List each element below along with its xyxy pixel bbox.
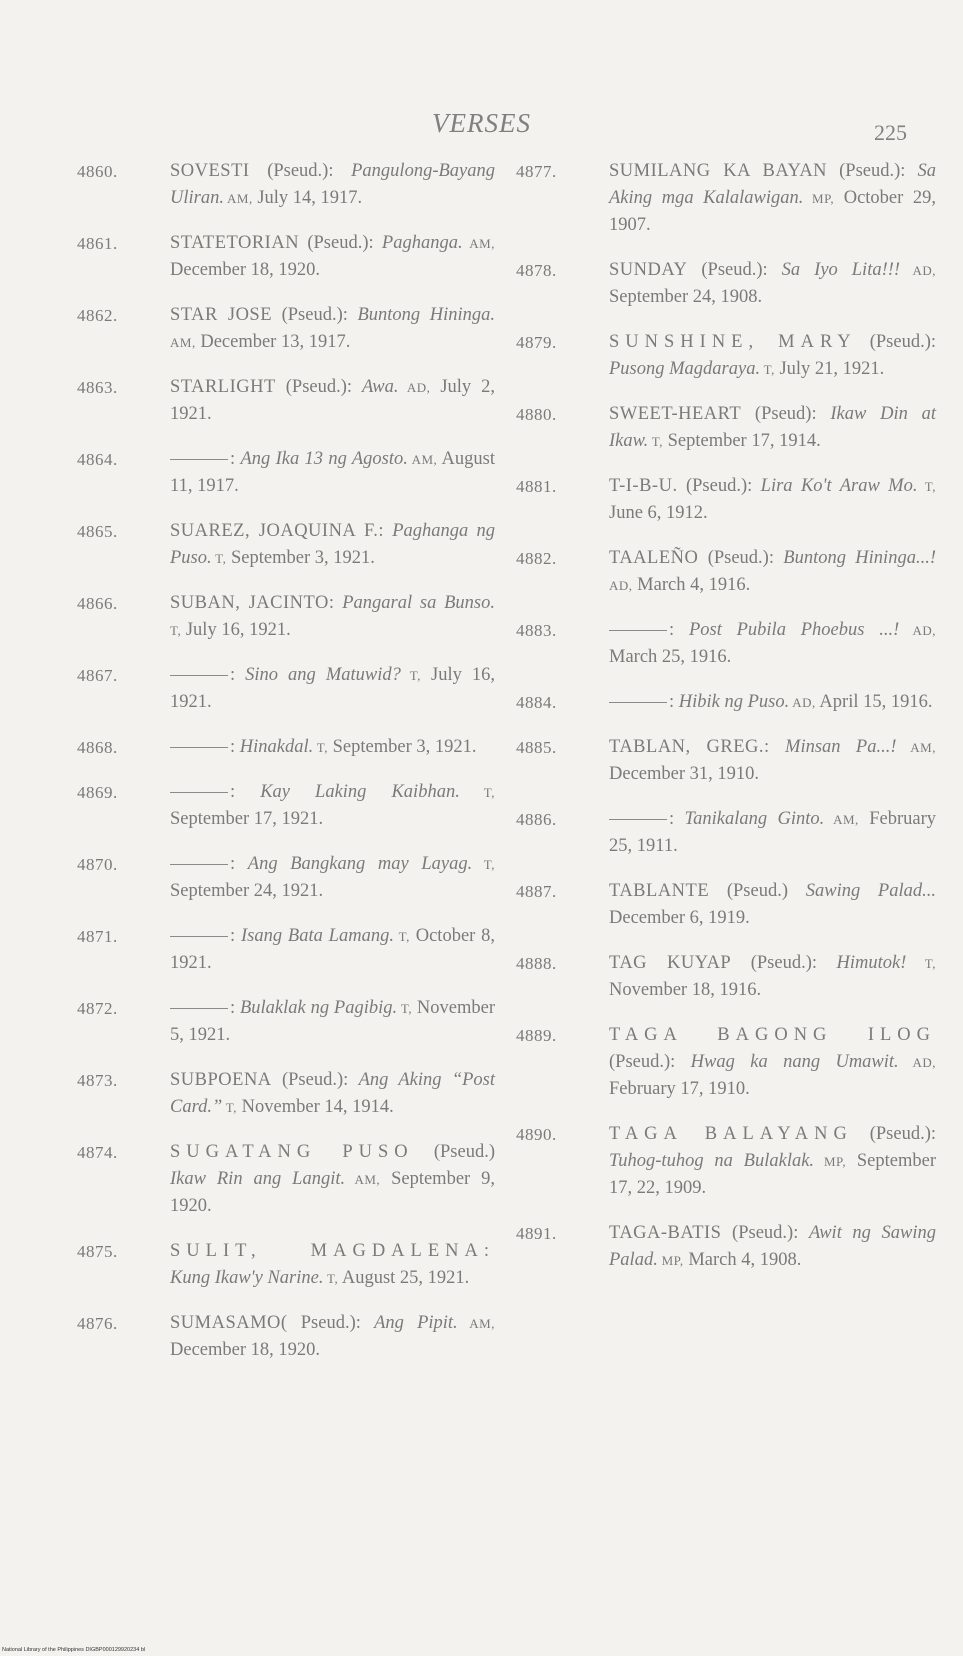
entry-title: Pangulong-Bayang Uliran. [170, 161, 495, 208]
entry-title: Hwag ka nang Umawit. [690, 1052, 899, 1072]
entry-date: December 6, 1919. [609, 908, 750, 928]
entry-number: 4890. [516, 1125, 557, 1144]
entry-pseud: : [230, 998, 240, 1018]
ditto-dash [609, 819, 667, 820]
ditto-dash [170, 747, 228, 748]
entry-publication: AD, [609, 578, 633, 593]
entry-publication: AD, [900, 263, 936, 278]
ditto-dash [609, 630, 667, 631]
entry-author: SUMASAMO( [170, 1313, 288, 1333]
bibliography-entry [516, 878, 936, 932]
bibliography-entry [516, 329, 936, 383]
entry-title: Sawing Palad... [805, 881, 936, 901]
entry-title: Pangaral sa Bunso. [342, 593, 495, 613]
entry-title: Sa Iyo Lita!!! [781, 260, 901, 280]
entry-title: Kung Ikaw'y Narine. [170, 1268, 324, 1288]
entry-title: Hinakdal. [239, 737, 314, 757]
entry-number: 4860. [77, 162, 118, 181]
entry-title: Ang Bangkang may Layag. [247, 854, 473, 874]
bibliography-entry [77, 923, 495, 977]
entry-title: Kay Laking Kaibhan. [260, 782, 460, 802]
entry-date: November 5, 1921. [170, 998, 495, 1045]
entry-date: August 25, 1921. [338, 1268, 470, 1288]
ditto-dash [170, 864, 228, 865]
entry-date: June 6, 1912. [609, 503, 708, 523]
entry-date: December 13, 1917. [195, 332, 351, 352]
entry-title: Paghanga ng Puso. [170, 521, 495, 568]
entry-date: October 8, 1921. [170, 926, 496, 973]
ditto-dash [170, 936, 228, 937]
entry-publication: AD, [789, 695, 816, 710]
entry-title: Pusong Magdaraya. [609, 359, 761, 379]
entry-author: SUNSHINE, MARY [609, 332, 857, 352]
bibliography-entry [77, 995, 495, 1049]
bibliography-entry [77, 230, 495, 284]
ditto-dash [170, 675, 228, 676]
entry-date: December 18, 1920. [170, 260, 321, 280]
entry-date: February 25, 1911. [609, 809, 936, 856]
entry-title: Lira Ko't Araw Mo. [760, 476, 918, 496]
entry-date: July 14, 1917. [252, 188, 363, 208]
entry-publication: AD, [398, 380, 431, 395]
entry-publication: T, [459, 785, 495, 800]
entry-pseud: (Pseud.) [413, 1142, 495, 1162]
entry-publication: AM, [824, 812, 859, 827]
entry-publication: AD, [899, 623, 937, 638]
entry-author: SOVESTI [170, 161, 250, 181]
entry-publication: T, [393, 929, 410, 944]
entry-publication: T, [170, 623, 182, 638]
entry-pseud: (Pseud.): [272, 305, 358, 325]
entry-number: 4879. [516, 333, 557, 352]
entry-author: SUBPOENA [170, 1070, 272, 1090]
entry-publication: T, [648, 434, 663, 449]
entry-title: Ikaw Din at Ikaw. [609, 404, 936, 451]
entry-date: March 4, 1916. [632, 575, 751, 595]
entry-pseud: : [669, 620, 689, 640]
entry-author: TAGA BAGONG ILOG [609, 1025, 936, 1045]
entry-date: November 18, 1916. [609, 980, 762, 1000]
entry-pseud: : [230, 782, 261, 802]
entry-publication: T, [313, 740, 328, 755]
entry-date: October 29, 1907. [609, 188, 936, 235]
bibliography-entry [516, 806, 936, 860]
entry-number: 4872. [77, 999, 118, 1018]
entry-number: 4874. [77, 1143, 118, 1162]
entry-publication: AM, [462, 236, 495, 251]
entry-pseud: : [669, 809, 685, 829]
entry-number: 4891. [516, 1224, 557, 1243]
bibliography-entry [516, 1022, 936, 1103]
entry-date: July 21, 1921. [774, 359, 885, 379]
entry-author: SWEET-HEART [609, 404, 742, 424]
entry-number: 4865. [77, 522, 118, 541]
entry-title: Awit ng Sawing Palad. [609, 1223, 936, 1270]
entry-publication: T, [400, 668, 421, 683]
entry-pseud: (Pseud.): [731, 953, 837, 973]
entry-pseud: (Pseud.): [609, 1052, 691, 1072]
entry-date: September 3, 1921. [328, 737, 477, 757]
entry-date: September 24, 1908. [609, 287, 763, 307]
ditto-dash [170, 459, 228, 460]
entry-title: Ang Pipit. [374, 1313, 458, 1333]
entry-publication: T, [211, 551, 227, 566]
entry-title: Minsan Pa...! [785, 737, 897, 757]
entry-number: 4877. [516, 162, 557, 181]
entry-author: STAR JOSE [170, 305, 273, 325]
entry-number: 4871. [77, 927, 118, 946]
entry-number: 4862. [77, 306, 118, 325]
entry-title: Tuhog-tuhog na Bulaklak. [609, 1151, 815, 1171]
entry-date: December 31, 1910. [609, 764, 760, 784]
bibliography-entry [77, 590, 495, 644]
entry-pseud: : [230, 854, 248, 874]
entry-author: TABLAN, GREG.: [609, 737, 770, 757]
entry-number: 4885. [516, 738, 557, 757]
entry-pseud: : [230, 449, 241, 469]
bibliography-entry [77, 1067, 495, 1121]
entry-date: February 17, 1910. [609, 1079, 750, 1099]
entry-author: STATETORIAN [170, 233, 300, 253]
bibliography-entry [516, 1121, 936, 1202]
bibliography-entry [516, 401, 936, 455]
entry-pseud: : [669, 692, 679, 712]
entry-publication: AM, [223, 191, 253, 206]
entry-pseud: (Pseud.): [856, 332, 936, 352]
entry-date: August 11, 1917. [170, 449, 496, 496]
bibliography-entry [516, 1220, 936, 1274]
entry-title: Himutok! [836, 953, 907, 973]
bibliography-entry [516, 950, 936, 1004]
entry-number: 4866. [77, 594, 118, 613]
entry-pseud: (Pseud.): [687, 260, 782, 280]
entry-title: Ang Aking “Post Card.” [170, 1070, 495, 1117]
bibliography-entry [77, 518, 495, 572]
entry-pseud [770, 737, 785, 757]
bibliography-entry [77, 1310, 495, 1364]
entry-pseud: (Pseud.): [249, 161, 352, 181]
entry-author: TAALEÑO [609, 548, 699, 568]
entry-publication: AM, [896, 740, 936, 755]
entry-title: Tanikalang Ginto. [684, 809, 825, 829]
entry-date: April 15, 1916. [815, 692, 933, 712]
entry-pseud: : [230, 926, 241, 946]
bibliography-entry [77, 374, 495, 428]
entry-number: 4870. [77, 855, 118, 874]
entry-author: SULIT, MAGDALENA: [170, 1241, 495, 1261]
entry-number: 4873. [77, 1071, 118, 1090]
entry-publication: MP, [803, 191, 835, 206]
entry-pseud: (Pseud.): [677, 476, 761, 496]
entry-publication: T, [760, 362, 775, 377]
bibliography-entry [516, 617, 936, 671]
entry-publication: AD, [898, 1055, 936, 1070]
entry-pseud: Pseud.): [287, 1313, 375, 1333]
entry-author: TAGA-BATIS [609, 1223, 722, 1243]
entry-title: Buntong Hininga. [357, 305, 495, 325]
entry-number: 4876. [77, 1314, 118, 1333]
entry-pseud: (Pseud.) [709, 881, 806, 901]
entry-number: 4880. [516, 405, 557, 424]
entry-date: December 18, 1920. [170, 1340, 321, 1360]
entry-pseud: : [230, 665, 246, 685]
ditto-dash [170, 1008, 228, 1009]
entry-pseud: (Pseud.): [299, 233, 382, 253]
entry-pseud: (Pseud.): [275, 377, 362, 397]
entry-number: 4864. [77, 450, 118, 469]
bibliography-entry [516, 545, 936, 599]
entry-number: 4881. [516, 477, 557, 496]
entry-pseud: : [230, 737, 240, 757]
running-head: VERSES [432, 108, 531, 138]
entry-number: 4869. [77, 783, 118, 802]
entry-title: Sa Aking mga Kalalawigan. [609, 161, 936, 208]
ditto-dash [170, 792, 228, 793]
bibliography-entry [77, 734, 495, 761]
entry-title: Sino ang Matuwid? [245, 665, 401, 685]
entry-title: Isang Bata Lamang. [240, 926, 394, 946]
entry-date: September 9, 1920. [170, 1169, 495, 1216]
entry-date: July 2, 1921. [170, 377, 495, 424]
entry-title: Paghanga. [381, 233, 463, 253]
left-column [77, 158, 495, 1382]
bibliography-entry [516, 257, 936, 311]
entry-publication: T, [917, 479, 936, 494]
entry-pseud: (Pseud.): [852, 1124, 936, 1144]
bibliography-entry [516, 689, 936, 716]
entry-title: Ang Ika 13 ng Agosto. [240, 449, 408, 469]
entry-author: SUGATANG PUSO [170, 1142, 414, 1162]
entry-title: Bulaklak ng Pagibig. [239, 998, 398, 1018]
entry-number: 4887. [516, 882, 557, 901]
bibliography-entry [516, 734, 936, 788]
bibliography-entry [77, 302, 495, 356]
entry-pseud: (Pseud.): [721, 1223, 809, 1243]
entry-title: Buntong Hininga...! [783, 548, 936, 568]
entry-number: 4868. [77, 738, 118, 757]
entry-number: 4886. [516, 810, 557, 829]
bibliography-entry [77, 662, 495, 716]
bibliography-entry [77, 1139, 495, 1220]
entry-author: SUBAN, JACINTO: [170, 593, 335, 613]
entry-date: September 24, 1921. [170, 881, 324, 901]
entry-publication: T, [397, 1001, 413, 1016]
entry-publication: T, [906, 956, 936, 971]
page-number: 225 [874, 120, 907, 145]
entry-number: 4884. [516, 693, 557, 712]
entry-author: SUMILANG KA BAYAN [609, 161, 828, 181]
entry-number: 4875. [77, 1242, 118, 1261]
footer-credit: National Library of the Philippines DIGBP000129920234 bl [2, 1647, 146, 1653]
entry-author: SUAREZ, JOAQUINA F.: [170, 521, 385, 541]
entry-number: 4882. [516, 549, 557, 568]
entry-author: TAGA BALAYANG [609, 1124, 853, 1144]
entry-title: Hibik ng Puso. [678, 692, 790, 712]
entry-title: Awa. [361, 377, 399, 397]
entry-publication: AM, [457, 1316, 495, 1331]
entry-author: TABLANTE [609, 881, 710, 901]
entry-number: 4867. [77, 666, 118, 685]
ditto-dash [609, 702, 667, 703]
entry-publication: T, [222, 1100, 238, 1115]
entry-date: September 3, 1921. [226, 548, 375, 568]
entry-number: 4889. [516, 1026, 557, 1045]
entry-pseud: (Pseud.): [271, 1070, 359, 1090]
right-column [516, 158, 936, 1292]
entry-title: Ikaw Rin ang Langit. [170, 1169, 346, 1189]
entry-date: March 25, 1916. [609, 647, 732, 667]
bibliography-entry [77, 779, 495, 833]
entry-publication: AM, [170, 335, 196, 350]
bibliography-entry [516, 158, 936, 239]
bibliography-entry [77, 158, 495, 212]
entry-pseud: (Pseud): [741, 404, 831, 424]
entry-date: September 17, 22, 1909. [609, 1151, 936, 1198]
entry-title: Post Pubila Phoebus ...! [688, 620, 900, 640]
entry-pseud: (Pseud.): [698, 548, 784, 568]
entry-date: November 14, 1914. [237, 1097, 394, 1117]
entry-date: March 4, 1908. [683, 1250, 802, 1270]
bibliography-entry [77, 1238, 495, 1292]
entry-publication: AM, [345, 1172, 381, 1187]
entry-number: 4861. [77, 234, 118, 253]
entry-number: 4883. [516, 621, 557, 640]
entry-author: TAG KUYAP [609, 953, 732, 973]
entry-publication: T, [323, 1271, 339, 1286]
entry-date: July 16, 1921. [170, 665, 495, 712]
entry-author: T-I-B-U. [609, 476, 678, 496]
entry-pseud: (Pseud.): [827, 161, 918, 181]
entry-publication: MP, [814, 1154, 847, 1169]
entry-date: September 17, 1914. [662, 431, 821, 451]
entry-number: 4878. [516, 261, 557, 280]
entry-date: September 17, 1921. [170, 809, 324, 829]
entry-number: 4863. [77, 378, 118, 397]
entry-publication: T, [472, 857, 496, 872]
entry-author: SUNDAY [609, 260, 688, 280]
entry-date: July 16, 1921. [181, 620, 291, 640]
entry-number: 4888. [516, 954, 557, 973]
bibliography-entry [516, 473, 936, 527]
entry-publication: AM, [407, 452, 438, 467]
bibliography-entry [77, 446, 495, 500]
entry-author: STARLIGHT [170, 377, 276, 397]
bibliography-entry [77, 851, 495, 905]
entry-publication: MP, [657, 1253, 684, 1268]
